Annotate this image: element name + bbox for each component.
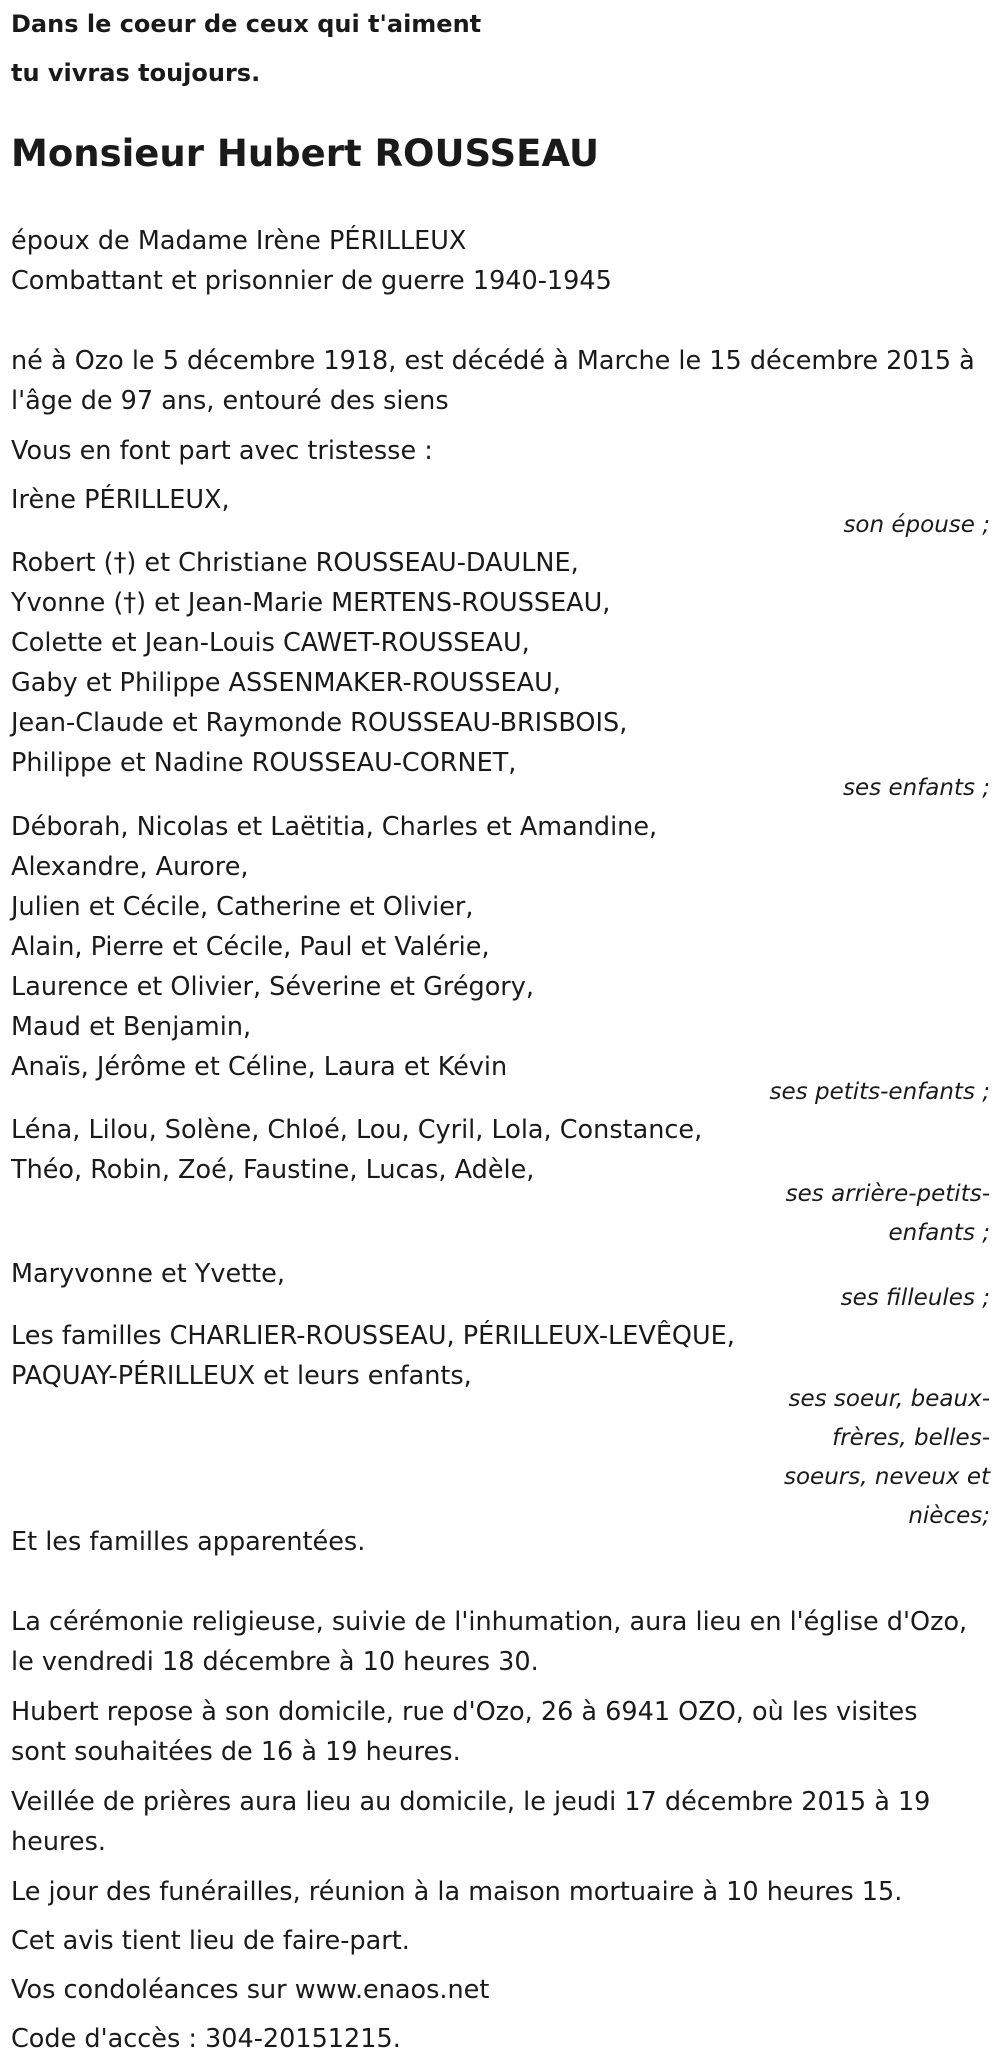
list-item: Anaïs, Jérôme et Céline, Laura et Kévin xyxy=(11,1052,508,1082)
list-item: PAQUAY-PÉRILLEUX et leurs enfants, xyxy=(11,1361,472,1391)
vigil-line-2: heures. xyxy=(11,1827,107,1857)
list-item: Jean-Claude et Raymonde ROUSSEAU-BRISBOIS, xyxy=(11,708,628,738)
spouse-line: époux de Madame Irène PÉRILLEUX xyxy=(11,226,467,256)
list-item: Léna, Lilou, Solène, Chloé, Lou, Cyril, Lola, Constance, xyxy=(11,1115,703,1145)
spouse-role: son épouse ; xyxy=(843,512,990,538)
epitaph-line-1: Dans le coeur de ceux qui t'aiment xyxy=(11,10,482,38)
rest-line-2: sont souhaitées de 16 à 19 heures. xyxy=(11,1737,461,1767)
list-item: Maud et Benjamin, xyxy=(11,1012,252,1042)
families-role: ses soeur, beaux-frères, belles-soeurs, neveux et nièces; xyxy=(783,1386,990,1529)
meeting-info: Le jour des funérailles, réunion à la maison mortuaire à 10 heures 15. xyxy=(11,1877,903,1907)
list-item: Laurence et Olivier, Séverine et Grégory, xyxy=(11,972,534,1002)
birth-death-line-1: né à Ozo le 5 décembre 1918, est décédé à Marche le 15 décembre 2015 à xyxy=(11,346,975,376)
great-grandchildren-role: ses arrière-petits-enfants ; xyxy=(785,1181,990,1246)
list-item: Alexandre, Aurore, xyxy=(11,852,249,882)
notice-statement: Cet avis tient lieu de faire-part. xyxy=(11,1926,410,1956)
list-item: Gaby et Philippe ASSENMAKER-ROUSSEAU, xyxy=(11,668,561,698)
list-item: Déborah, Nicolas et Laëtitia, Charles et Amandine, xyxy=(11,812,658,842)
grandchildren-role: ses petits-enfants ; xyxy=(769,1079,990,1105)
deceased-name: Monsieur Hubert ROUSSEAU xyxy=(11,132,599,175)
list-item: Robert (†) et Christiane ROUSSEAU-DAULNE, xyxy=(11,548,579,578)
rest-line-1: Hubert repose à son domicile, rue d'Ozo, 26 à 6941 OZO, où les visites xyxy=(11,1697,918,1727)
children-role: ses enfants ; xyxy=(843,775,990,801)
list-item: Philippe et Nadine ROUSSEAU-CORNET, xyxy=(11,748,517,778)
spouse-name: Irène PÉRILLEUX, xyxy=(11,485,230,515)
epitaph-line-2: tu vivras toujours. xyxy=(11,59,261,87)
list-item: Yvonne (†) et Jean-Marie MERTENS-ROUSSEAU, xyxy=(11,588,611,618)
ceremony-line-2: le vendredi 18 décembre à 10 heures 30. xyxy=(11,1647,539,1677)
related-families: Et les familles apparentées. xyxy=(11,1527,366,1557)
veteran-title: Combattant et prisonnier de guerre 1940-1945 xyxy=(11,266,612,296)
announcement: Vous en font part avec tristesse : xyxy=(11,436,433,466)
access-code: Code d'accès : 304-20151215. xyxy=(11,2024,401,2054)
list-item: Alain, Pierre et Cécile, Paul et Valérie, xyxy=(11,932,490,962)
list-item: Julien et Cécile, Catherine et Olivier, xyxy=(11,892,474,922)
list-item: Les familles CHARLIER-ROUSSEAU, PÉRILLEUX-LEVÊQUE, xyxy=(11,1321,735,1351)
birth-death-line-2: l'âge de 97 ans, entouré des siens xyxy=(11,386,449,416)
vigil-line-1: Veillée de prières aura lieu au domicile, le jeudi 17 décembre 2015 à 19 xyxy=(11,1787,931,1817)
godchildren: Maryvonne et Yvette, xyxy=(11,1259,285,1289)
list-item: Colette et Jean-Louis CAWET-ROUSSEAU, xyxy=(11,628,530,658)
ceremony-line-1: La cérémonie religieuse, suivie de l'inhumation, aura lieu en l'église d'Ozo, xyxy=(11,1607,968,1637)
condolences-info: Vos condoléances sur www.enaos.net xyxy=(11,1975,490,2005)
list-item: Théo, Robin, Zoé, Faustine, Lucas, Adèle, xyxy=(11,1155,535,1185)
godchildren-role: ses filleules ; xyxy=(840,1285,990,1311)
